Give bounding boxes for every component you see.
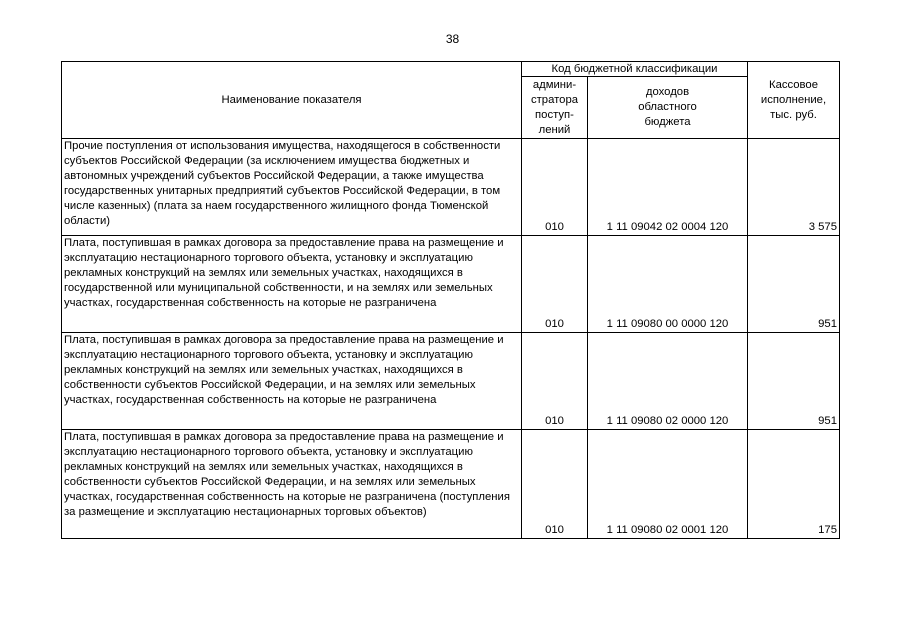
row-admin-code: 010	[522, 236, 588, 333]
row-admin-code: 010	[522, 430, 588, 539]
table-row	[62, 236, 840, 333]
row-name: Плата, поступившая в рамках договора за предоставление права на размещение и эксплуатацию нестационарного торгового объекта, установку и эксплуатацию рекламных конструкций на землях или земельных участках, находящихся в государственной или муниципальной собственности, и на землях или земельных участках, государственная собственность на которые не разграничена	[62, 236, 522, 333]
header-admin: админи- стратора поступ- лений	[522, 77, 588, 139]
row-name: Прочие поступления от использования имущества, находящегося в собственности субъектов Российской Федерации (за исключением имущества бюджетных и автономных учреждений субъектов Российской Федерации, а также имущества государственных унитарных предприятий субъектов Российской Федерации, в том числе казенных) (плата за наем государственного жилищного фонда Тюменской области)	[62, 139, 522, 236]
row-amount: 951	[748, 236, 840, 333]
page-number: 38	[445, 32, 460, 46]
row-name: Плата, поступившая в рамках договора за предоставление права на размещение и эксплуатацию нестационарного торгового объекта, установку и эксплуатацию рекламных конструкций на землях или земельных участках, находящихся в собственности субъектов Российской Федерации, и на землях или земельных участках, государственная собственность на которые не разграничена	[62, 333, 522, 430]
row-amount: 175	[748, 430, 840, 539]
table-row	[62, 139, 840, 236]
row-revenue-code: 1 11 09080 00 0000 120	[588, 236, 748, 333]
header-name: Наименование показателя	[62, 62, 522, 139]
row-admin-code: 010	[522, 139, 588, 236]
header-amount: Кассовое исполнение, тыс. руб.	[748, 62, 840, 139]
row-revenue-code: 1 11 09080 02 0000 120	[588, 333, 748, 430]
row-revenue-code: 1 11 09042 02 0004 120	[588, 139, 748, 236]
header-revenue: доходов областного бюджета	[588, 77, 748, 139]
table-row	[62, 333, 840, 430]
row-name: Плата, поступившая в рамках договора за предоставление права на размещение и эксплуатацию нестационарного торгового объекта, установку и эксплуатацию рекламных конструкций на землях или земельных участках, находящихся в собственности субъектов Российской Федерации, и на землях или земельных участках, государственная собственность на которые не разграничена (поступления за размещение и эксплуатацию нестационарных торговых объектов)	[62, 430, 522, 539]
row-admin-code: 010	[522, 333, 588, 430]
table-row	[62, 430, 840, 539]
row-amount: 3 575	[748, 139, 840, 236]
budget-table	[61, 61, 840, 539]
row-revenue-code: 1 11 09080 02 0001 120	[588, 430, 748, 539]
row-amount: 951	[748, 333, 840, 430]
header-code-group: Код бюджетной классификации	[522, 62, 748, 77]
